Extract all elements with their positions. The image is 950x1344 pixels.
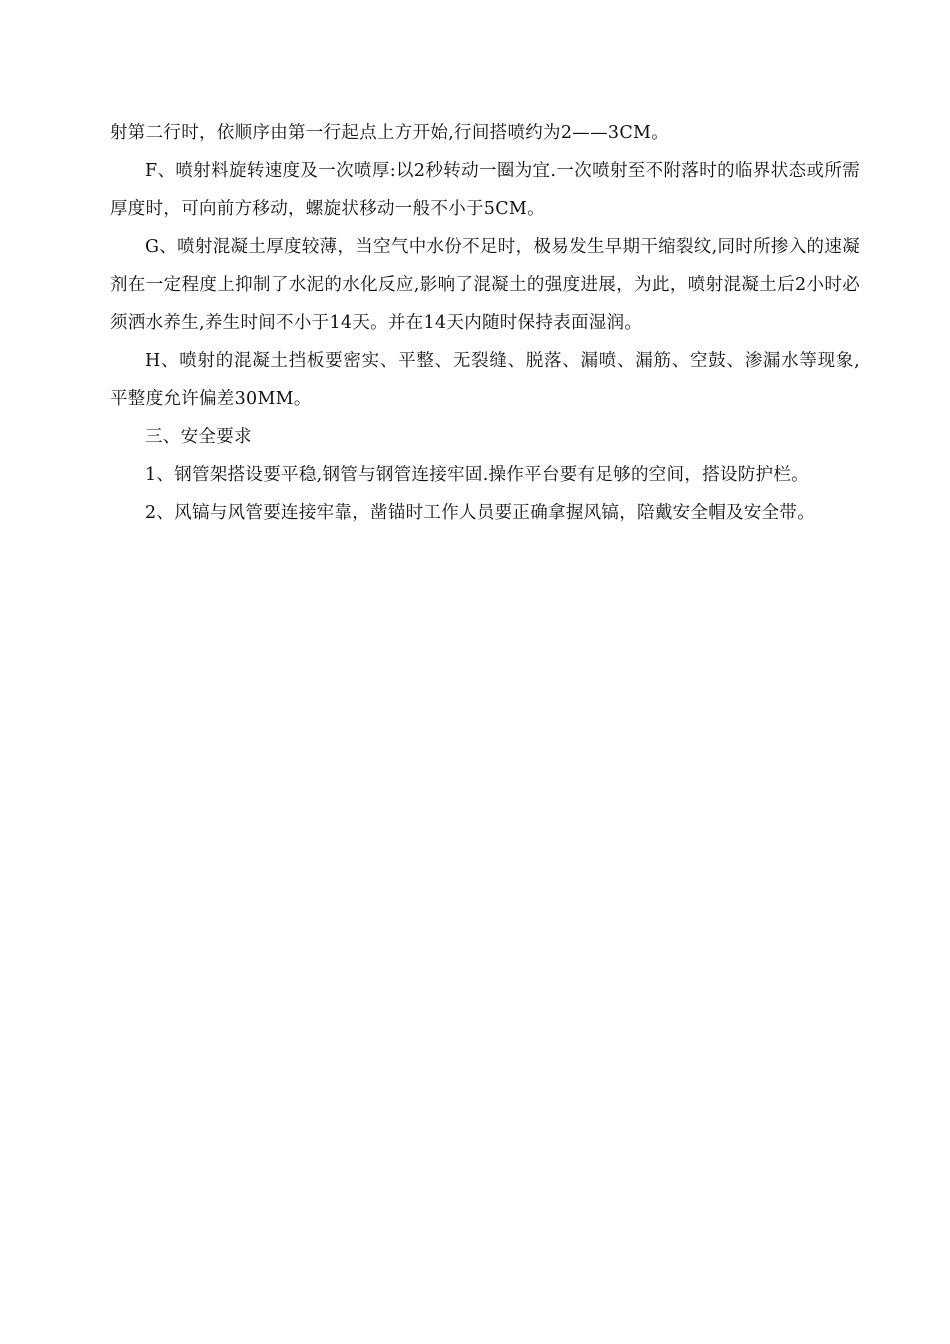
paragraph-item-f: F、喷射料旋转速度及一次喷厚:以2秒转动一圈为宜.一次喷射至不附落时的临界状态或所需厚度时，可向前方移动，螺旋状移动一般不小于5CM。 [110,161,860,219]
paragraph-safety-2: 2、风镐与风管要连接牢靠，凿锚时工作人员要正确拿握风镐，陪戴安全帽及安全带。 [145,503,816,523]
paragraph-continuation: 射第二行时，依顺序由第一行起点上方开始,行间搭喷约为2——3CM。 [110,123,670,143]
paragraph-item-h: H、喷射的混凝土挡板要密实、平整、无裂缝、脱落、漏喷、漏筋、空鼓、渗漏水等现象,平整度允许偏差30MM。 [110,351,860,409]
paragraph-safety-1: 1、钢管架搭设要平稳,钢管与钢管连接牢固.操作平台要有足够的空间，搭设防护栏。 [145,465,809,485]
section-heading-safety: 三、安全要求 [145,427,252,447]
document-page [110,114,860,532]
paragraph-item-g: G、喷射混凝土厚度较薄，当空气中水份不足时，极易发生早期干缩裂纹,同时所掺入的速凝剂在一定程度上抑制了水泥的水化反应,影响了混凝土的强度进展，为此，喷射混凝土后2小时必须洒水养生,养生时间不小于14天。并在14天内随时保持表面湿润。 [110,237,860,333]
